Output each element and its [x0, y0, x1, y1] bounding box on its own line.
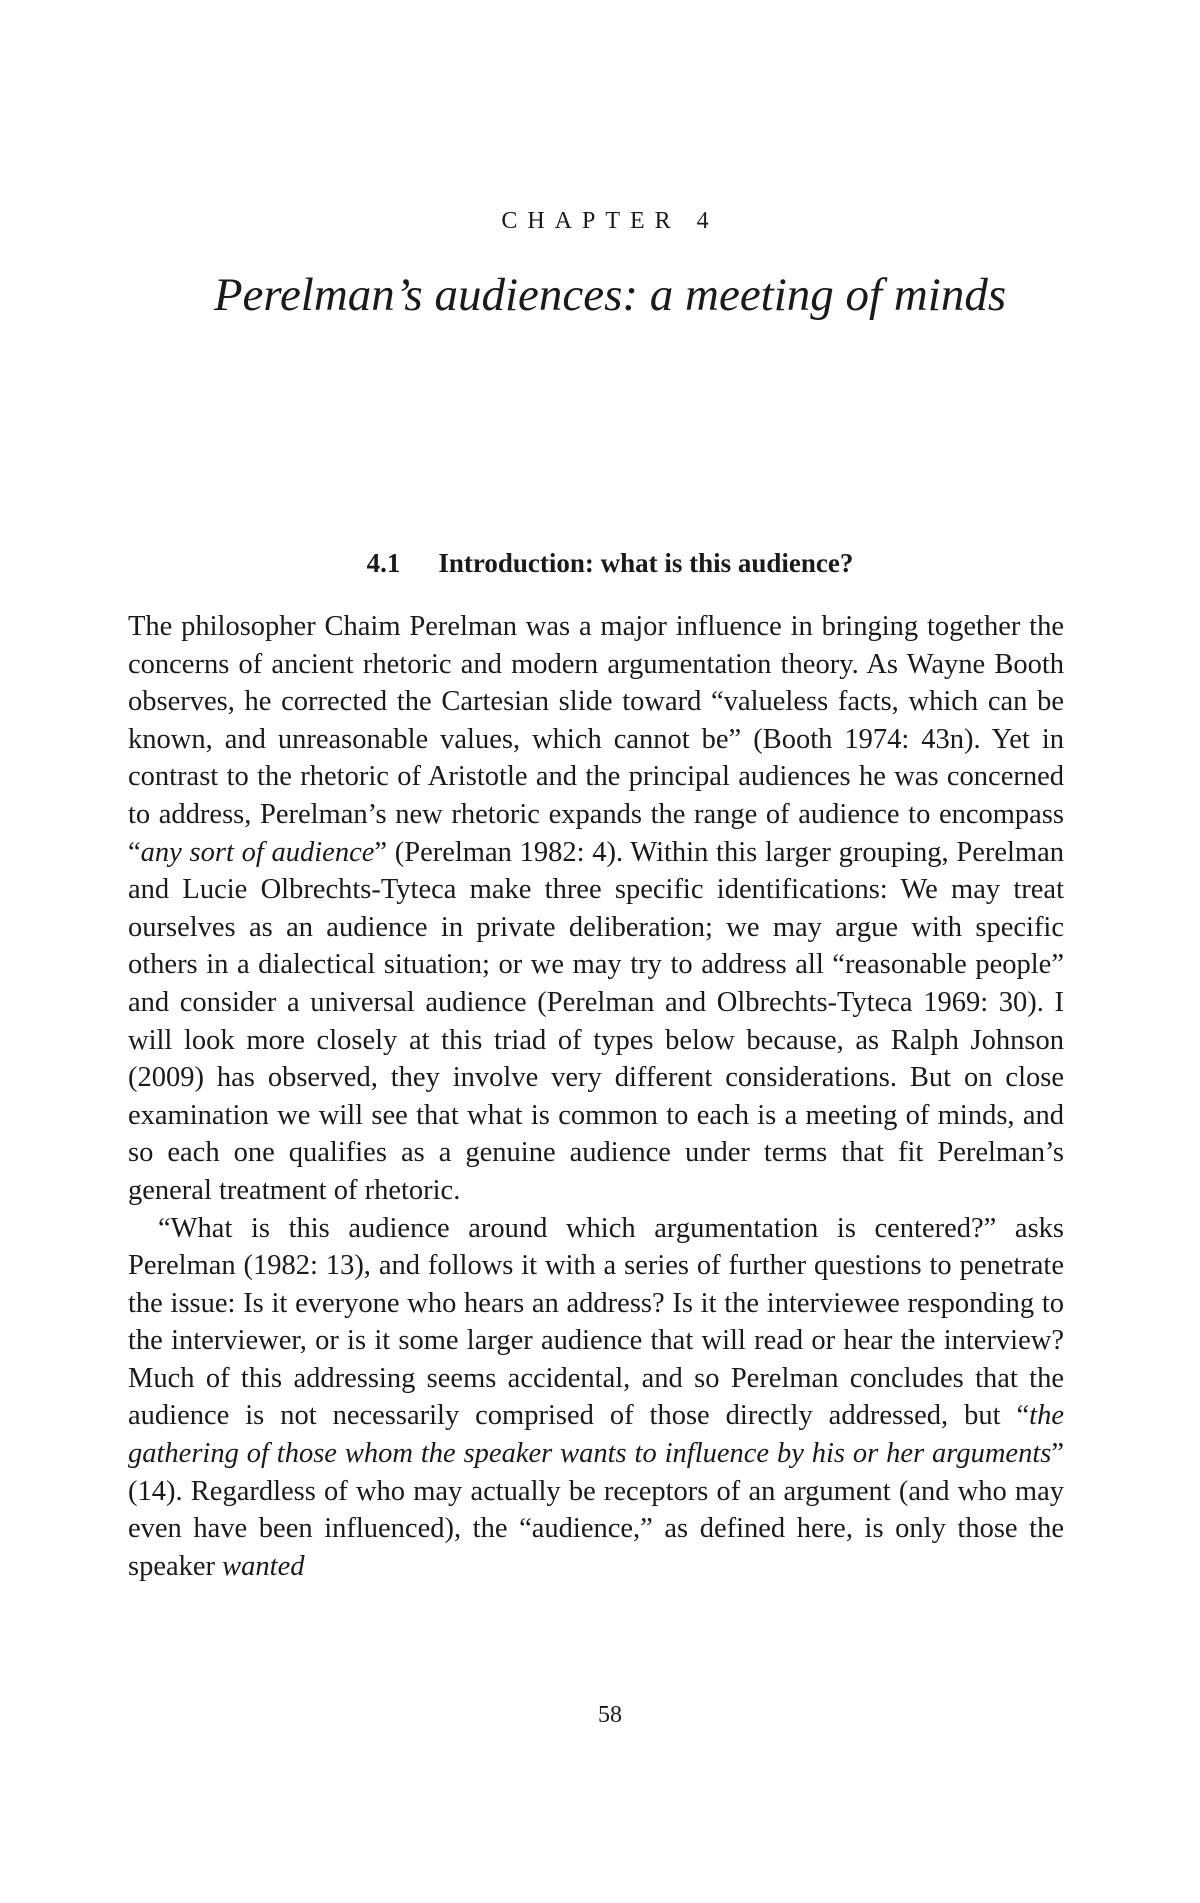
paragraph-2	[128, 1210, 1064, 1586]
text-run: The philosopher Chaim Perelman was a major influence in bringing together the concerns of ancient rhetoric and modern argumentation theory. As Wayne Booth observes, he corrected the Cartesian slide toward “valueless facts, which can be known, and unreasonable values, which cannot be” (Booth 1974: 43n). Yet in contrast to the rhetoric of Aristotle and the principal audiences he was concerned to address, Perelman’s new rhetoric expands the range of audience to encompass “	[128, 611, 1064, 868]
section-heading	[0, 548, 1200, 579]
section-title: Introduction: what is this audience?	[438, 548, 854, 578]
section-number: 4.1	[366, 548, 401, 578]
text-run: “What is this audience around which argumentation is centered?” asks Perelman (1982: 13), and follows it with a series of further questions to penetrate the issue: Is it everyone who hears an address? Is it the interviewee responding to the interviewer, or is it some larger audience that will read or hear the interview? Much of this addressing seems accidental, and so Perelman concludes that the audience is not necessarily comprised of those directly addressed, but “	[128, 1212, 1064, 1432]
italic-run: the gathering of those whom the speaker wants to influence by his or her arguments	[128, 1400, 1064, 1470]
chapter-label: CHAPTER 4	[501, 208, 719, 234]
italic-run: any sort of audience	[140, 836, 375, 868]
body-text	[128, 608, 1064, 1585]
text-run: ” (14). Regardless of who may actually be receptors of an argument (and who may even have been influenced), the “audience,” as defined here, is only those the speaker	[128, 1438, 1064, 1582]
text-run: ” (Perelman 1982: 4). Within this larger grouping, Perelman and Lucie Olbrechts-Tyteca make three specific identifications: We may treat ourselves as an audience in private deliberation; we may argue with specific others in a dialectical situation; or we may try to address all “reasonable people” and consider a universal audience (Perelman and Olbrechts-Tyteca 1969: 30). I will look more closely at this triad of types below because, as Ralph Johnson (2009) has observed, they involve very different considerations. But on close examination we will see that what is common to each is a meeting of minds, and so each one qualifies as a genuine audience under terms that fit Perelman’s general treatment of rhetoric.	[128, 836, 1064, 1206]
paragraph-1	[128, 608, 1064, 1210]
italic-run: wanted	[222, 1550, 305, 1582]
chapter-title: Perelman’s audiences: a meeting of minds	[213, 269, 1007, 321]
page-number: 58	[598, 1702, 622, 1728]
